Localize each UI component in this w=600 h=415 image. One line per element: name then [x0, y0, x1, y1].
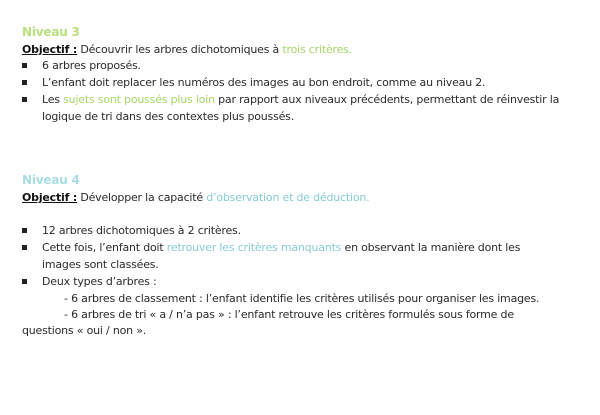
sub-item: - 6 arbres de tri « a / n’a pas » : l’enfant retrouve les critères formulés sous forme de: [64, 308, 514, 321]
list-item-continuation: images sont classées.: [42, 258, 159, 271]
objectif-label: Objectif :: [22, 43, 78, 56]
niveau-3-objectif: [22, 41, 352, 58]
niveau-4-objectif: [22, 189, 369, 206]
objectif-highlight: d’observation et de déduction.: [206, 191, 370, 204]
highlight: sujets sont poussés plus loin: [63, 93, 215, 106]
bullet-icon: [22, 97, 27, 102]
list-item: Deux types d’arbres :: [42, 275, 157, 288]
list-item: [42, 91, 559, 108]
text: Les: [42, 93, 64, 106]
highlight: retrouver les critères manquants: [166, 241, 342, 254]
list-item: 6 arbres proposés.: [42, 59, 141, 72]
objectif-highlight: trois critères.: [282, 43, 352, 56]
sub-item-continuation: questions « oui / non ».: [22, 324, 147, 337]
text: en observant la manière dont les: [341, 241, 521, 254]
objectif-text: Développer la capacité: [77, 191, 207, 204]
text: par rapport aux niveaux précédents, permettant de réinvestir la: [214, 93, 560, 106]
niveau-4-title: Niveau 4: [22, 173, 80, 187]
bullet-icon: [22, 80, 27, 85]
text: Cette fois, l’enfant doit: [42, 241, 167, 254]
list-item: L’enfant doit replacer les numéros des images au bon endroit, comme au niveau 2.: [42, 76, 486, 89]
list-item: 12 arbres dichotomiques à 2 critères.: [42, 224, 241, 237]
list-item-continuation: logique de tri dans des contextes plus poussés.: [42, 110, 295, 123]
sub-item: - 6 arbres de classement : l’enfant identifie les critères utilisés pour organiser les images.: [64, 292, 540, 305]
objectif-text: Découvrir les arbres dichotomiques à: [77, 43, 283, 56]
list-item: [42, 239, 520, 256]
bullet-icon: [22, 63, 27, 68]
bullet-icon: [22, 245, 27, 250]
objectif-label: Objectif :: [22, 191, 78, 204]
niveau-3-title: Niveau 3: [22, 25, 80, 39]
bullet-icon: [22, 279, 27, 284]
bullet-icon: [22, 228, 27, 233]
